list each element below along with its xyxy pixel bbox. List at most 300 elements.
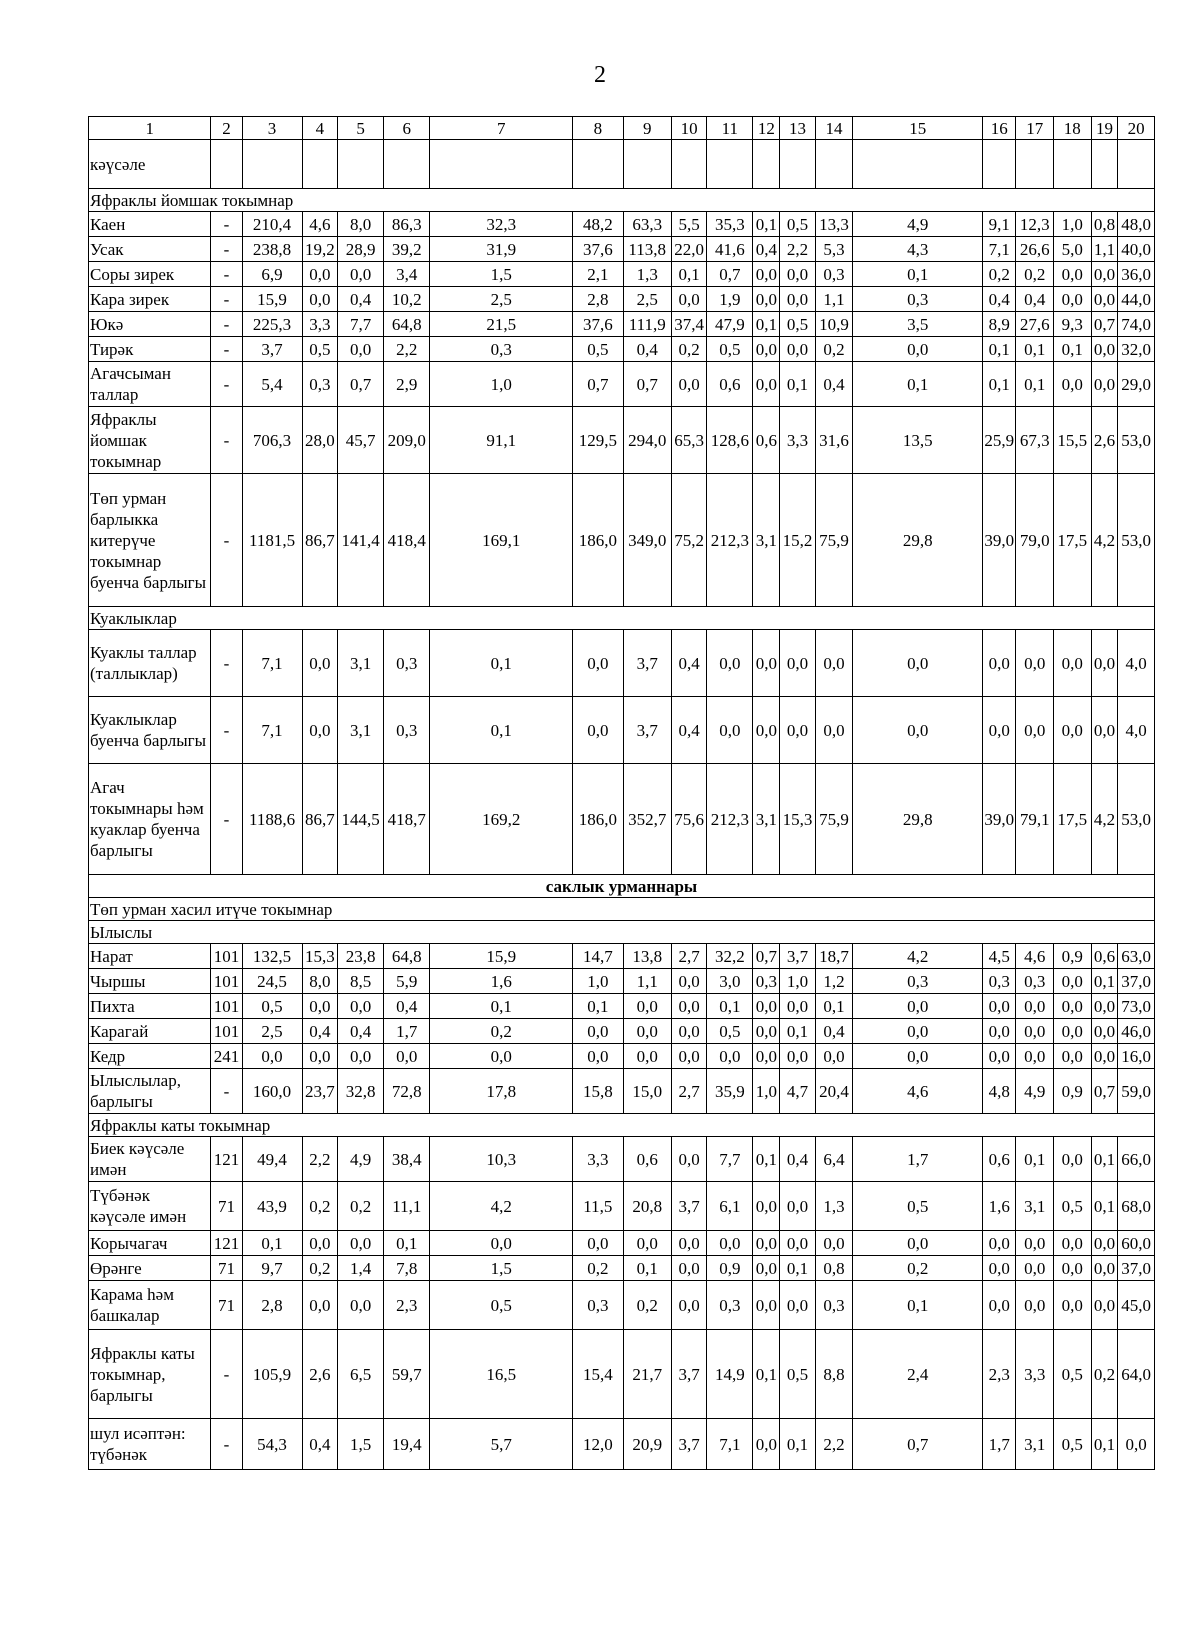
table-cell: 74,0 xyxy=(1118,312,1155,337)
table-cell: 59,0 xyxy=(1118,1069,1155,1114)
table-cell: 418,4 xyxy=(384,474,430,607)
table-cell: 0,0 xyxy=(302,287,337,312)
table-cell: 2,8 xyxy=(242,1281,302,1330)
table-row xyxy=(89,362,1155,407)
table-cell: 0,0 xyxy=(853,337,983,362)
table-cell: 1,3 xyxy=(815,1182,853,1231)
table-cell: 144,5 xyxy=(338,764,384,875)
table-cell: 0,0 xyxy=(1016,630,1054,697)
section-row xyxy=(89,607,1155,630)
table-cell: 1,6 xyxy=(430,969,573,994)
row-label: Корычагач xyxy=(89,1231,211,1256)
table-cell: 0,0 xyxy=(384,1044,430,1069)
table-cell: - xyxy=(211,764,242,875)
table-cell: 0,1 xyxy=(707,994,753,1019)
column-header: 16 xyxy=(983,117,1016,140)
table-cell: 32,2 xyxy=(707,944,753,969)
table-cell: 0,1 xyxy=(753,212,780,237)
table-cell: 0,2 xyxy=(853,1256,983,1281)
table-cell: 0,0 xyxy=(983,630,1016,697)
table-cell: - xyxy=(211,337,242,362)
table-cell: 121 xyxy=(211,1231,242,1256)
table-cell: 0,4 xyxy=(671,630,706,697)
row-label: Юкә xyxy=(89,312,211,337)
table-cell: 0,0 xyxy=(302,1231,337,1256)
table-row xyxy=(89,1044,1155,1069)
table-cell: 48,0 xyxy=(1118,212,1155,237)
table-cell: 0,5 xyxy=(780,1330,815,1419)
table-cell: 0,3 xyxy=(302,362,337,407)
section-row xyxy=(89,189,1155,212)
table-row xyxy=(89,312,1155,337)
table-cell: 0,0 xyxy=(815,1044,853,1069)
section-title: Яфраклы йомшак токымнар xyxy=(89,189,1155,212)
table-cell: 1,0 xyxy=(573,969,623,994)
table-cell: - xyxy=(211,212,242,237)
column-header: 15 xyxy=(853,117,983,140)
table-cell: 0,0 xyxy=(1016,1256,1054,1281)
row-label: Каен xyxy=(89,212,211,237)
table-cell: 0,0 xyxy=(815,697,853,764)
table-cell: 37,4 xyxy=(671,312,706,337)
table-cell: 6,1 xyxy=(707,1182,753,1231)
table-cell: 0,2 xyxy=(338,1182,384,1231)
table-cell: 0,1 xyxy=(853,262,983,287)
column-header: 17 xyxy=(1016,117,1054,140)
table-cell: 0,3 xyxy=(853,969,983,994)
table-cell: 0,0 xyxy=(1016,1231,1054,1256)
table-cell: 10,2 xyxy=(384,287,430,312)
table-cell: 0,2 xyxy=(573,1256,623,1281)
row-label: Кара зирек xyxy=(89,287,211,312)
table-cell: 0,0 xyxy=(780,262,815,287)
table-cell: 27,6 xyxy=(1016,312,1054,337)
table-cell: 0,4 xyxy=(302,1419,337,1470)
table-cell: 0,0 xyxy=(707,630,753,697)
row-label: Ылыслылар, барлыгы xyxy=(89,1069,211,1114)
table-cell: 0,0 xyxy=(623,1231,671,1256)
table-cell: 71 xyxy=(211,1182,242,1231)
table-cell: 75,9 xyxy=(815,474,853,607)
table-cell: 0,1 xyxy=(983,337,1016,362)
table-cell: 10,9 xyxy=(815,312,853,337)
table-cell: 0,1 xyxy=(780,1256,815,1281)
table-cell: - xyxy=(211,362,242,407)
column-header: 9 xyxy=(623,117,671,140)
table-cell: 0,0 xyxy=(983,1044,1016,1069)
table-cell: 45,7 xyxy=(338,407,384,474)
table-cell: 2,6 xyxy=(1091,407,1118,474)
table-cell: 0,0 xyxy=(430,1044,573,1069)
table-cell: 352,7 xyxy=(623,764,671,875)
table-cell: 0,2 xyxy=(1091,1330,1118,1419)
row-label: кәүсәле xyxy=(89,140,211,189)
table-cell: 0,1 xyxy=(573,994,623,1019)
table-cell: - xyxy=(211,474,242,607)
table-cell xyxy=(211,140,242,189)
table-cell: 0,0 xyxy=(1091,1044,1118,1069)
table-cell: 101 xyxy=(211,994,242,1019)
table-cell: 0,0 xyxy=(753,1256,780,1281)
table-cell: 0,0 xyxy=(1053,1044,1091,1069)
table-cell: 7,1 xyxy=(707,1419,753,1470)
table-cell: 3,7 xyxy=(623,630,671,697)
table-cell xyxy=(623,140,671,189)
table-cell: 3,3 xyxy=(1016,1330,1054,1419)
table-cell: 0,0 xyxy=(623,994,671,1019)
table-cell: 0,0 xyxy=(1053,994,1091,1019)
table-cell: 212,3 xyxy=(707,764,753,875)
column-header: 8 xyxy=(573,117,623,140)
table-cell: 0,5 xyxy=(707,1019,753,1044)
row-label: Яфраклы йомшак токымнар xyxy=(89,407,211,474)
table-cell: 0,7 xyxy=(338,362,384,407)
table-cell: 21,7 xyxy=(623,1330,671,1419)
table-cell: 22,0 xyxy=(671,237,706,262)
table-cell: 5,3 xyxy=(815,237,853,262)
table-cell: 0,0 xyxy=(671,969,706,994)
table-cell: 7,8 xyxy=(384,1256,430,1281)
table-cell: 0,3 xyxy=(573,1281,623,1330)
table-cell: 17,5 xyxy=(1053,764,1091,875)
table-cell: 18,7 xyxy=(815,944,853,969)
table-cell: 75,2 xyxy=(671,474,706,607)
table-cell: 0,0 xyxy=(815,1231,853,1256)
table-cell: 7,7 xyxy=(707,1137,753,1182)
table-cell: 0,4 xyxy=(753,237,780,262)
table-cell xyxy=(753,140,780,189)
table-cell: 0,0 xyxy=(671,287,706,312)
table-cell: 0,2 xyxy=(1016,262,1054,287)
table-cell: 0,0 xyxy=(671,362,706,407)
table-cell: 0,0 xyxy=(1091,362,1118,407)
table-cell: 0,0 xyxy=(1053,362,1091,407)
table-cell: 0,0 xyxy=(1091,1281,1118,1330)
table-cell: 0,0 xyxy=(853,1044,983,1069)
table-cell: 0,0 xyxy=(338,1281,384,1330)
table-cell: 0,0 xyxy=(983,1019,1016,1044)
table-cell: 0,5 xyxy=(302,337,337,362)
column-header: 5 xyxy=(338,117,384,140)
table-cell: 4,2 xyxy=(430,1182,573,1231)
table-cell: 113,8 xyxy=(623,237,671,262)
table-cell: 68,0 xyxy=(1118,1182,1155,1231)
table-cell: 4,2 xyxy=(1091,764,1118,875)
table-row xyxy=(89,1069,1155,1114)
table-row xyxy=(89,630,1155,697)
table-cell: 209,0 xyxy=(384,407,430,474)
table-cell: 8,0 xyxy=(338,212,384,237)
table-cell: 38,4 xyxy=(384,1137,430,1182)
table-cell: 0,1 xyxy=(753,312,780,337)
table-cell: 32,3 xyxy=(430,212,573,237)
table-cell: 0,7 xyxy=(623,362,671,407)
table-cell: 23,8 xyxy=(338,944,384,969)
section-row xyxy=(89,875,1155,898)
table-cell: 0,0 xyxy=(338,994,384,1019)
table-cell: 15,5 xyxy=(1053,407,1091,474)
table-cell: 0,4 xyxy=(671,697,706,764)
table-cell: 0,0 xyxy=(1091,1231,1118,1256)
row-label: Куаклыклар буенча барлыгы xyxy=(89,697,211,764)
table-cell: 3,3 xyxy=(302,312,337,337)
table-cell: 0,0 xyxy=(1091,697,1118,764)
table-row xyxy=(89,764,1155,875)
table-cell: 0,9 xyxy=(1053,944,1091,969)
section-row xyxy=(89,1114,1155,1137)
table-row xyxy=(89,337,1155,362)
row-label: Пихта xyxy=(89,994,211,1019)
table-cell: 19,2 xyxy=(302,237,337,262)
table-cell: 0,0 xyxy=(1091,994,1118,1019)
table-cell: 0,2 xyxy=(430,1019,573,1044)
table-cell: 73,0 xyxy=(1118,994,1155,1019)
table-cell: 2,7 xyxy=(671,944,706,969)
column-header: 11 xyxy=(707,117,753,140)
table-cell: 8,5 xyxy=(338,969,384,994)
column-header: 19 xyxy=(1091,117,1118,140)
table-cell: 1,0 xyxy=(780,969,815,994)
table-cell: 0,0 xyxy=(573,1231,623,1256)
table-cell xyxy=(1091,140,1118,189)
table-cell: 0,7 xyxy=(707,262,753,287)
table-cell: 3,7 xyxy=(671,1182,706,1231)
table-cell: 0,4 xyxy=(983,287,1016,312)
table-cell: 0,0 xyxy=(302,1281,337,1330)
table-cell: 3,7 xyxy=(623,697,671,764)
section-title: саклык урманнары xyxy=(89,875,1155,898)
table-cell: 4,0 xyxy=(1118,630,1155,697)
table-cell: 129,5 xyxy=(573,407,623,474)
table-cell: 141,4 xyxy=(338,474,384,607)
table-cell: 0,1 xyxy=(853,1281,983,1330)
table-cell: 1,7 xyxy=(983,1419,1016,1470)
table-cell: 0,5 xyxy=(780,212,815,237)
table-cell: - xyxy=(211,312,242,337)
table-cell: 0,5 xyxy=(1053,1419,1091,1470)
table-cell: 4,9 xyxy=(853,212,983,237)
table-cell xyxy=(384,140,430,189)
table-cell: 14,9 xyxy=(707,1330,753,1419)
table-cell: 0,0 xyxy=(753,262,780,287)
table-cell: 0,0 xyxy=(1016,994,1054,1019)
table-row xyxy=(89,1137,1155,1182)
table-cell: 101 xyxy=(211,944,242,969)
table-cell: 15,2 xyxy=(780,474,815,607)
table-body xyxy=(89,117,1155,1470)
table-cell: 0,1 xyxy=(753,1330,780,1419)
table-cell: 1,1 xyxy=(815,287,853,312)
table-cell: 0,1 xyxy=(780,1019,815,1044)
table-cell: 15,3 xyxy=(780,764,815,875)
table-cell: 7,1 xyxy=(242,697,302,764)
table-cell: 53,0 xyxy=(1118,407,1155,474)
table-cell: 101 xyxy=(211,969,242,994)
table-cell: 3,3 xyxy=(573,1137,623,1182)
row-label: Кедр xyxy=(89,1044,211,1069)
row-label: Тирәк xyxy=(89,337,211,362)
table-cell: 0,8 xyxy=(1091,212,1118,237)
table-cell: 0,0 xyxy=(623,1019,671,1044)
table-cell: 0,3 xyxy=(430,337,573,362)
table-cell: 0,1 xyxy=(430,630,573,697)
table-cell: 53,0 xyxy=(1118,474,1155,607)
table-cell xyxy=(302,140,337,189)
table-cell: 0,3 xyxy=(707,1281,753,1330)
table-cell: 0,0 xyxy=(671,1137,706,1182)
table-cell: 39,0 xyxy=(983,764,1016,875)
row-label: Агач токымнары һәм куаклар буенча барлыгы xyxy=(89,764,211,875)
table-cell: 3,1 xyxy=(1016,1419,1054,1470)
table-cell: 28,0 xyxy=(302,407,337,474)
table-cell: 0,0 xyxy=(1016,1044,1054,1069)
table-cell: 3,7 xyxy=(671,1419,706,1470)
table-cell: 241 xyxy=(211,1044,242,1069)
table-row xyxy=(89,1231,1155,1256)
table-cell: 0,0 xyxy=(573,630,623,697)
table-cell: 20,4 xyxy=(815,1069,853,1114)
table-cell: 0,1 xyxy=(1016,362,1054,407)
table-row xyxy=(89,969,1155,994)
table-cell: 238,8 xyxy=(242,237,302,262)
table-cell: 0,1 xyxy=(1016,337,1054,362)
table-row xyxy=(89,212,1155,237)
table-cell: 0,0 xyxy=(1091,262,1118,287)
section-title: Төп урман хасил итүче токымнар xyxy=(89,898,1155,921)
table-cell: 0,0 xyxy=(302,697,337,764)
table-cell: 39,2 xyxy=(384,237,430,262)
table-cell: 66,0 xyxy=(1118,1137,1155,1182)
table-cell: 0,0 xyxy=(430,1231,573,1256)
table-cell: 0,1 xyxy=(1053,337,1091,362)
row-label: Агачсыман таллар xyxy=(89,362,211,407)
table-cell: 10,3 xyxy=(430,1137,573,1182)
row-label: Карагай xyxy=(89,1019,211,1044)
table-row xyxy=(89,697,1155,764)
table-cell: 2,2 xyxy=(384,337,430,362)
table-cell: 225,3 xyxy=(242,312,302,337)
table-cell: 0,0 xyxy=(753,337,780,362)
table-cell: 0,0 xyxy=(780,1182,815,1231)
table-cell: 35,3 xyxy=(707,212,753,237)
table-cell: 0,0 xyxy=(780,994,815,1019)
table-cell: 169,1 xyxy=(430,474,573,607)
table-cell: 1,1 xyxy=(1091,237,1118,262)
table-cell: 2,5 xyxy=(623,287,671,312)
table-cell: 0,5 xyxy=(1053,1182,1091,1231)
table-cell: 0,0 xyxy=(853,994,983,1019)
table-cell: - xyxy=(211,237,242,262)
table-cell: 0,0 xyxy=(1016,697,1054,764)
table-cell: 0,0 xyxy=(1016,1019,1054,1044)
table-cell: 0,0 xyxy=(1053,1019,1091,1044)
table-cell: 15,8 xyxy=(573,1069,623,1114)
table-cell: 39,0 xyxy=(983,474,1016,607)
table-cell: 60,0 xyxy=(1118,1231,1155,1256)
table-cell: 0,2 xyxy=(983,262,1016,287)
table-row xyxy=(89,1330,1155,1419)
table-cell xyxy=(430,140,573,189)
table-cell: 0,5 xyxy=(242,994,302,1019)
table-cell: 3,5 xyxy=(853,312,983,337)
table-cell: 105,9 xyxy=(242,1330,302,1419)
table-cell: 47,9 xyxy=(707,312,753,337)
table-cell: 44,0 xyxy=(1118,287,1155,312)
table-cell: 7,7 xyxy=(338,312,384,337)
table-cell: 0,0 xyxy=(1053,1281,1091,1330)
table-cell: 5,5 xyxy=(671,212,706,237)
table-cell: 0,4 xyxy=(338,287,384,312)
table-cell: 0,0 xyxy=(1091,1256,1118,1281)
table-cell: 2,7 xyxy=(671,1069,706,1114)
table-cell: 3,1 xyxy=(1016,1182,1054,1231)
table-cell: 3,7 xyxy=(671,1330,706,1419)
table-cell: 65,3 xyxy=(671,407,706,474)
table-cell: 75,6 xyxy=(671,764,706,875)
table-cell: 2,8 xyxy=(573,287,623,312)
column-header: 20 xyxy=(1118,117,1155,140)
table-cell: 3,7 xyxy=(780,944,815,969)
table-cell: 3,7 xyxy=(242,337,302,362)
column-header: 13 xyxy=(780,117,815,140)
table-cell: 0,0 xyxy=(573,1019,623,1044)
table-cell: 45,0 xyxy=(1118,1281,1155,1330)
table-row xyxy=(89,994,1155,1019)
table-cell: 4,3 xyxy=(853,237,983,262)
section-title: Ылыслы xyxy=(89,921,1155,944)
table-cell: 0,5 xyxy=(430,1281,573,1330)
table-cell: 1,7 xyxy=(384,1019,430,1044)
table-cell: 0,0 xyxy=(302,1044,337,1069)
table-cell: 24,5 xyxy=(242,969,302,994)
table-cell: 128,6 xyxy=(707,407,753,474)
table-cell: 0,1 xyxy=(430,697,573,764)
table-cell: 0,7 xyxy=(853,1419,983,1470)
forest-stock-table xyxy=(88,116,1155,1470)
table-cell: 0,6 xyxy=(1091,944,1118,969)
table-cell: 5,0 xyxy=(1053,237,1091,262)
table-row xyxy=(89,1182,1155,1231)
table-cell: 0,1 xyxy=(1016,1137,1054,1182)
table-cell: 0,1 xyxy=(853,362,983,407)
table-row xyxy=(89,1256,1155,1281)
table-row xyxy=(89,140,1155,189)
table-cell: 2,2 xyxy=(815,1419,853,1470)
table-cell: 0,2 xyxy=(302,1256,337,1281)
table-cell: 0,1 xyxy=(753,1137,780,1182)
table-cell: 4,0 xyxy=(1118,697,1155,764)
table-cell: 4,8 xyxy=(983,1069,1016,1114)
section-title: Куаклыклар xyxy=(89,607,1155,630)
table-row xyxy=(89,1281,1155,1330)
table-cell: 0,4 xyxy=(623,337,671,362)
table-cell: 0,0 xyxy=(671,1281,706,1330)
table-cell: 0,3 xyxy=(983,969,1016,994)
column-header: 12 xyxy=(753,117,780,140)
row-label: шул исәптән: түбәнәк xyxy=(89,1419,211,1470)
table-cell: 23,7 xyxy=(302,1069,337,1114)
table-cell: 4,9 xyxy=(338,1137,384,1182)
table-cell: 6,4 xyxy=(815,1137,853,1182)
table-cell xyxy=(573,140,623,189)
table-cell: 0,0 xyxy=(983,994,1016,1019)
table-cell: 0,5 xyxy=(573,337,623,362)
table-cell: 0,0 xyxy=(753,1281,780,1330)
table-cell: 15,9 xyxy=(242,287,302,312)
table-row xyxy=(89,474,1155,607)
table-cell: 91,1 xyxy=(430,407,573,474)
table-cell: 0,0 xyxy=(1053,630,1091,697)
